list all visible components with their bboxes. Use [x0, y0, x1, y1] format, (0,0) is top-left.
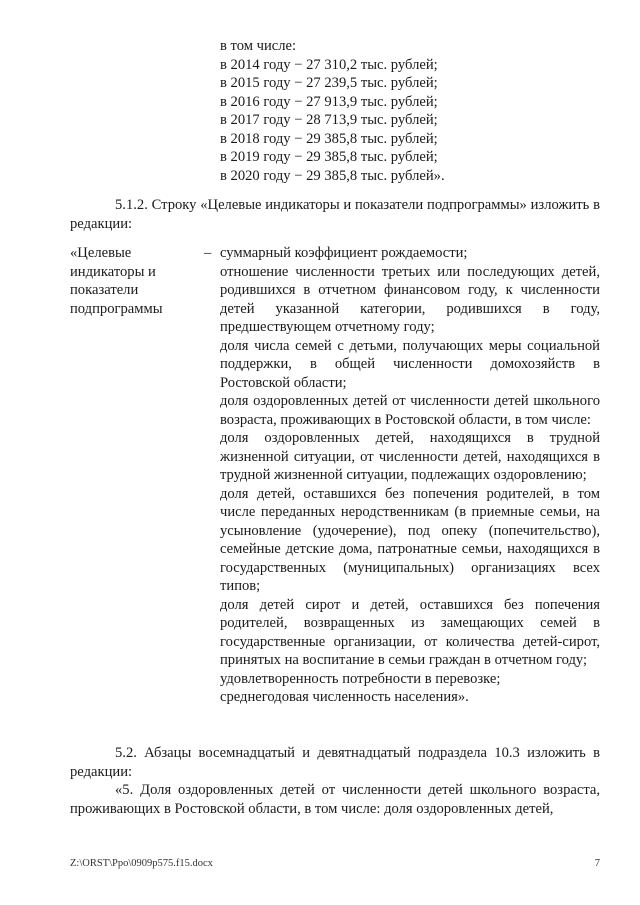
paragraph-5-2: 5.2. Абзацы восемнадцатый и девятнадцатый подраздела 10.3 изложить в редакции:	[70, 745, 600, 780]
page-number: 7	[594, 858, 600, 869]
indicators-label	[70, 244, 210, 318]
file-path: Z:\ORST\Ppo\0909p575.f15.docx	[70, 858, 213, 869]
indicators-list	[220, 244, 600, 707]
indicator-item: доля оздоровленных детей от численности детей школьного возраста, проживающих в Ростовской области, в том числе:	[220, 393, 600, 428]
indicators-dash: –	[204, 245, 212, 261]
funding-line: в том числе:	[220, 38, 297, 54]
indicator-item: доля детей сирот и детей, оставшихся без попечения родителей, возвращенных из замещающих семей в государственные организации, от количества детей-сирот, принятых на воспитание в семьи граждан в отчетном году;	[220, 596, 600, 668]
paragraph-5-1-2: 5.1.2. Строку «Целевые индикаторы и показатели подпрограммы» изложить в редакции:	[70, 197, 600, 232]
indicators-label-line: показатели	[70, 282, 139, 298]
indicator-item: отношение численности третьих или последующих детей, родившихся в отчетном финансовом году, к численности детей указанной категории, родившихся в году, предшествующем отчетному году;	[220, 263, 600, 335]
funding-breakdown	[220, 37, 445, 185]
indicators-label-line: «Целевые	[70, 245, 132, 261]
indicator-item: среднегодовая численность населения».	[220, 689, 469, 705]
indicator-item: удовлетворенность потребности в перевозке;	[220, 670, 501, 687]
indicator-item: суммарный коэффициент рождаемости;	[220, 245, 468, 261]
funding-line: в 2014 году − 27 310,2 тыс. рублей;	[220, 56, 438, 73]
paragraph-quote-5: «5. Доля оздоровленных детей от численности детей школьного возраста, проживающих в Ростовской области, в том числе: доля оздоровленных детей,	[70, 782, 600, 817]
indicators-label-line: индикаторы и	[70, 263, 156, 280]
funding-line: в 2017 году − 28 713,9 тыс. рублей;	[220, 112, 438, 128]
indicator-item: доля детей, оставшихся без попечения родителей, в том числе переданных неродственникам (в приемные семьи, на усыновление (удочерение), под опеку (попечительство), семейные детские дома, патронатные семьи, находящихся в государственных (муниципальных) организациях всех типов;	[220, 485, 600, 594]
indicator-item: доля числа семей с детьми, получающих меры социальной поддержки, в общей численности домохозяйств в Ростовской области;	[220, 337, 600, 391]
funding-line: в 2016 году − 27 913,9 тыс. рублей;	[220, 93, 438, 110]
indicator-item: доля оздоровленных детей, находящихся в трудной жизненной ситуации, от численности детей, находящихся в трудной жизненной ситуации, подлежащих оздоровлению;	[220, 430, 600, 483]
indicators-label-line: подпрограммы	[70, 300, 163, 317]
funding-line: в 2019 году − 29 385,8 тыс. рублей;	[220, 149, 438, 165]
funding-line: в 2015 году − 27 239,5 тыс. рублей;	[220, 75, 438, 91]
funding-line: в 2018 году − 29 385,8 тыс. рублей;	[220, 130, 438, 147]
funding-line: в 2020 году − 29 385,8 тыс. рублей».	[220, 167, 445, 184]
